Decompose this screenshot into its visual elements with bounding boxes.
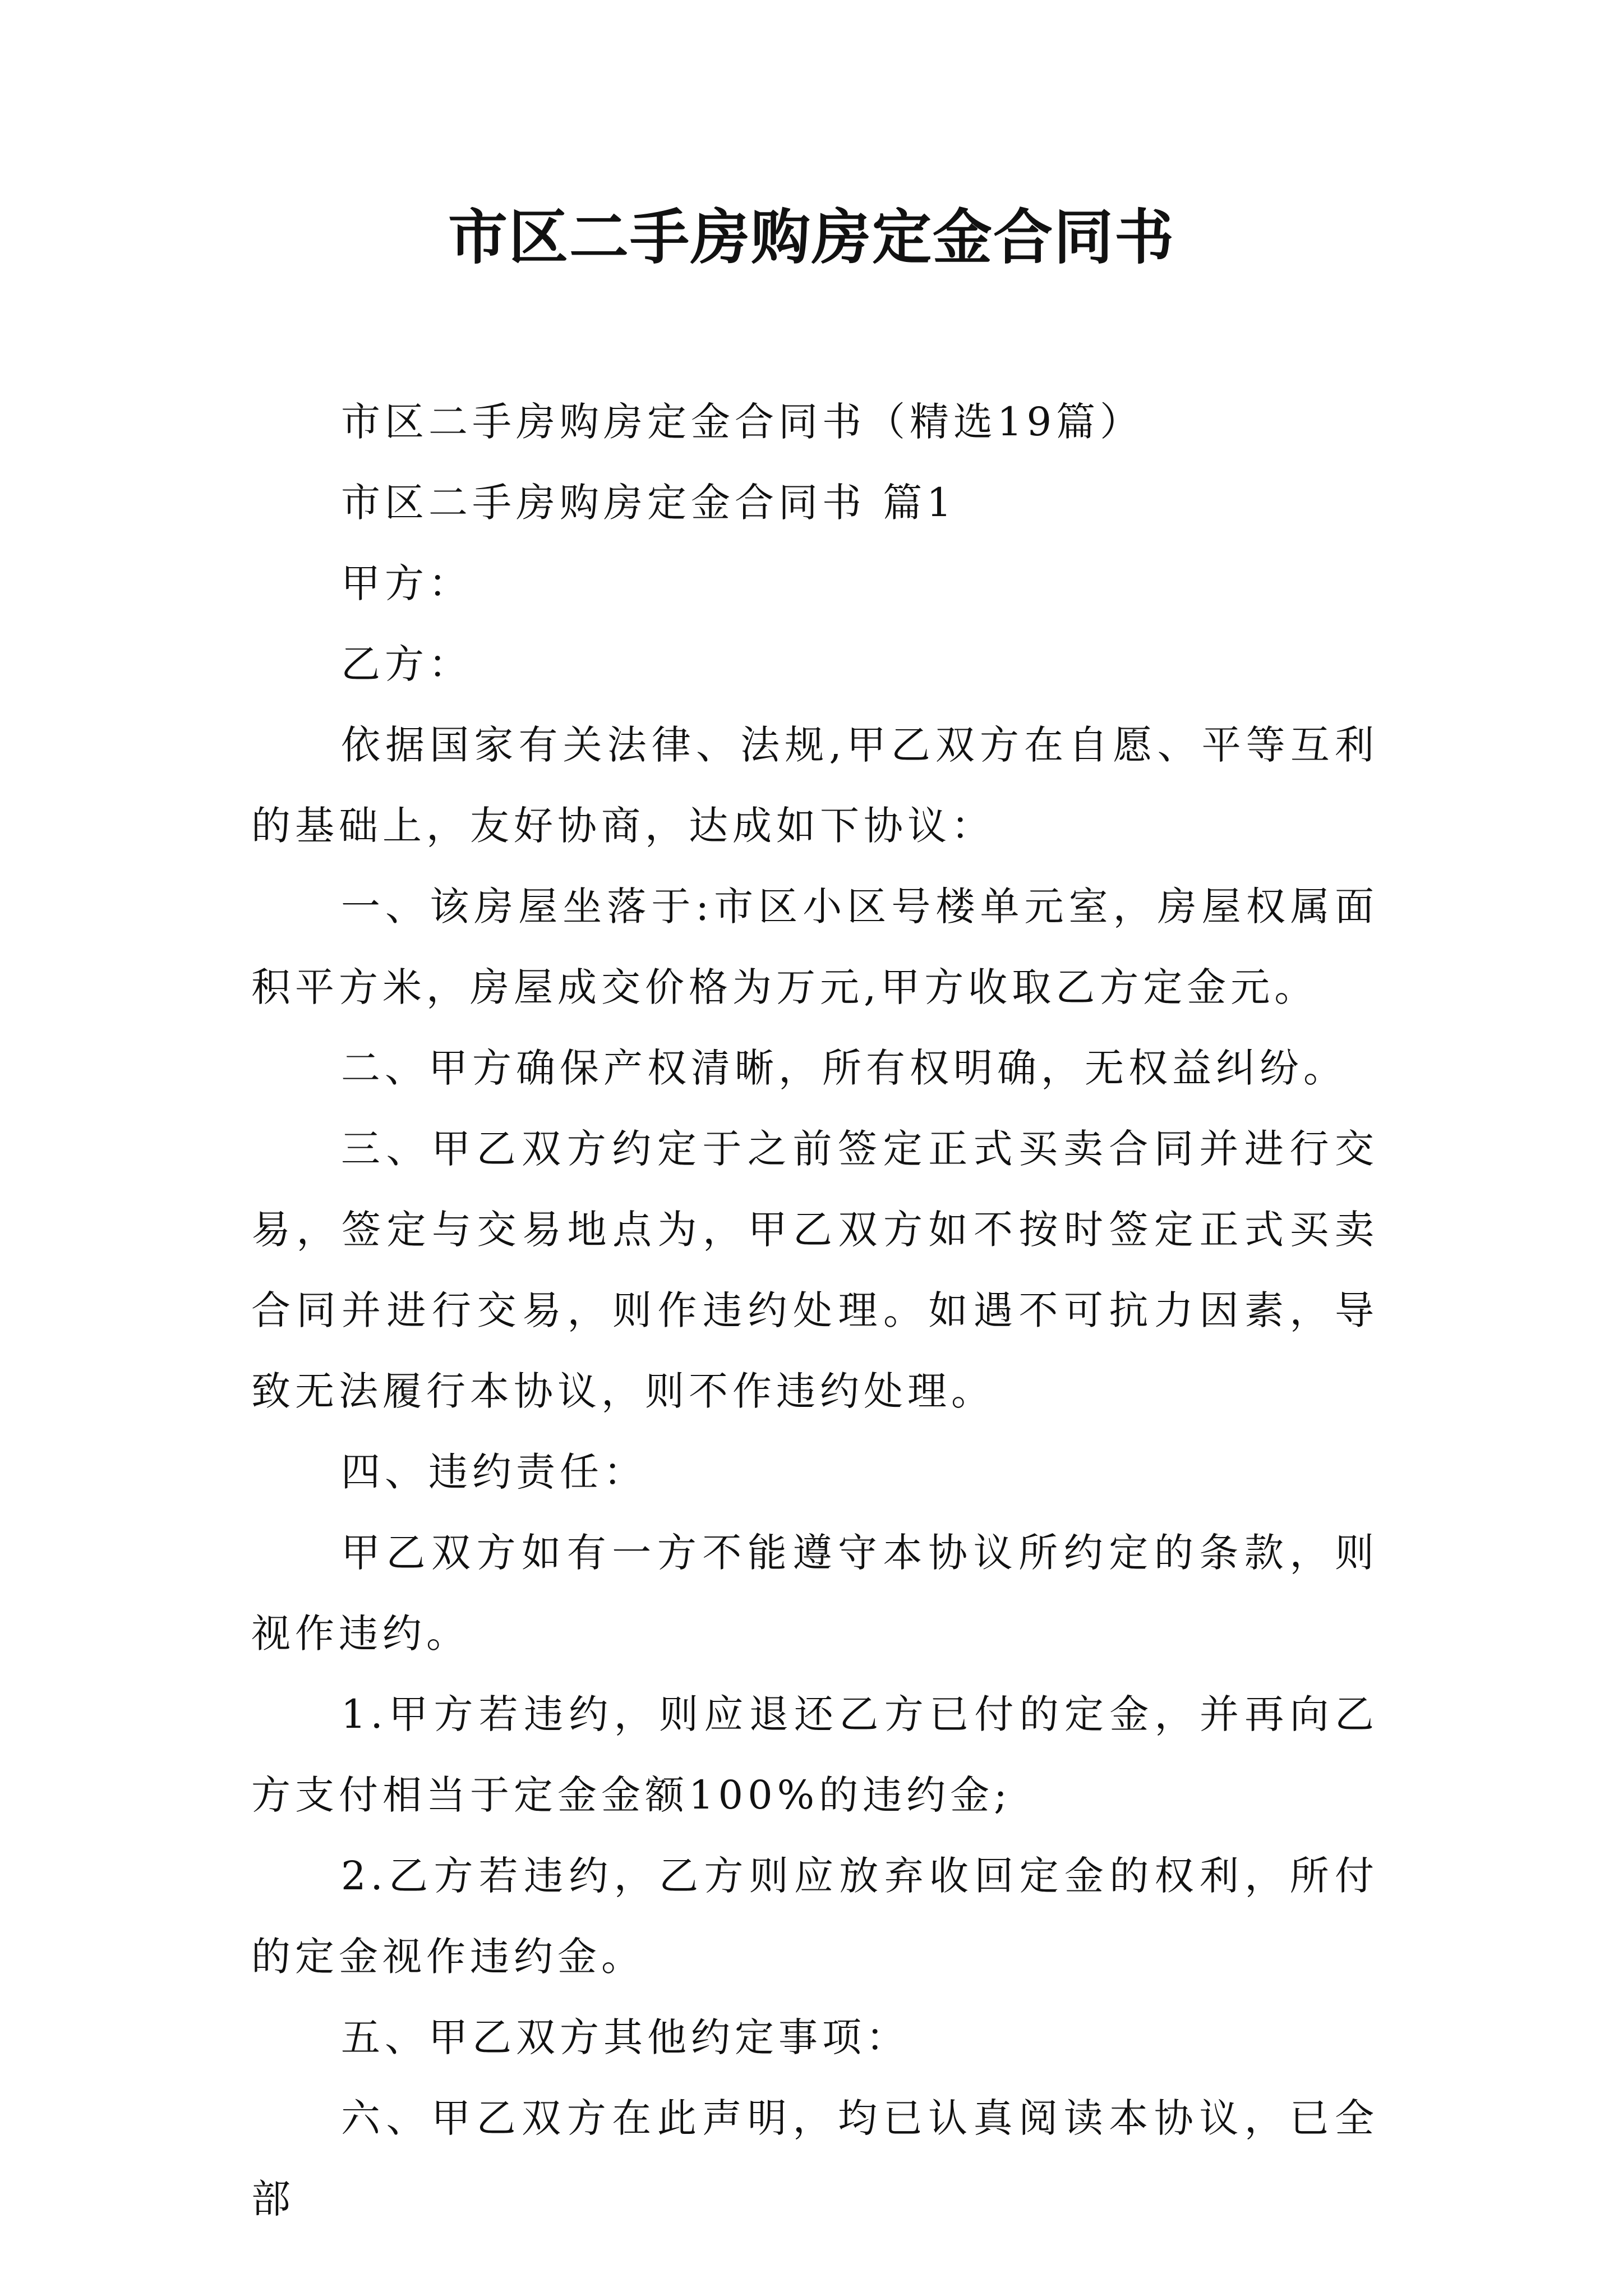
- document-body: [251, 381, 1378, 2239]
- paragraph-clause-4-item-2: 2.乙方若违约，乙方则应放弃收回定金的权利，所付的定金视作违约金。: [251, 1853, 1378, 1980]
- paragraph-clause-5: 五、甲乙双方其他约定事项：: [341, 2014, 910, 2060]
- paragraph-clause-4-item-1: 1.甲方若违约，则应退还乙方已付的定金，并再向乙方支付相当于定金金额100%的违约金;: [251, 1691, 1378, 1818]
- paragraph-clause-4-heading: 四、违约责任：: [341, 1449, 647, 1495]
- paragraph-subtitle: 市区二手房购房定金合同书（精选19篇）: [341, 399, 1144, 445]
- paragraph-clause-2: 二、甲方确保产权清晰，所有权明确，无权益纠纷。: [341, 1045, 1347, 1091]
- paragraph-clause-1: 一、该房屋坐落于:市区小区号楼单元室，房屋权属面积平方米，房屋成交价格为万元,甲方收取乙方定金元。: [251, 884, 1378, 1010]
- document-title: 市区二手房购房定金合同书: [448, 202, 1175, 272]
- paragraph-clause-3: 三、甲乙双方约定于之前签定正式买卖合同并进行交易，签定与交易地点为，甲乙双方如不按时签定正式买卖合同并进行交易，则作违约处理。如遇不可抗力因素，导致无法履行本协议，则不作违约处理。: [251, 1126, 1378, 1414]
- paragraph-party-a: 甲方：: [341, 560, 472, 606]
- paragraph-preamble: 依据国家有关法律、法规,甲乙双方在自愿、平等互利的基础上，友好协商，达成如下协议：: [251, 722, 1378, 849]
- paragraph-clause-4-text: 甲乙双方如有一方不能遵守本协议所约定的条款，则视作违约。: [251, 1530, 1378, 1657]
- paragraph-clause-6: 六、甲乙双方在此声明，均已认真阅读本协议，已全部: [251, 2095, 1378, 2222]
- paragraph-section-heading: 市区二手房购房定金合同书 篇1: [341, 480, 956, 526]
- paragraph-party-b: 乙方：: [341, 641, 472, 687]
